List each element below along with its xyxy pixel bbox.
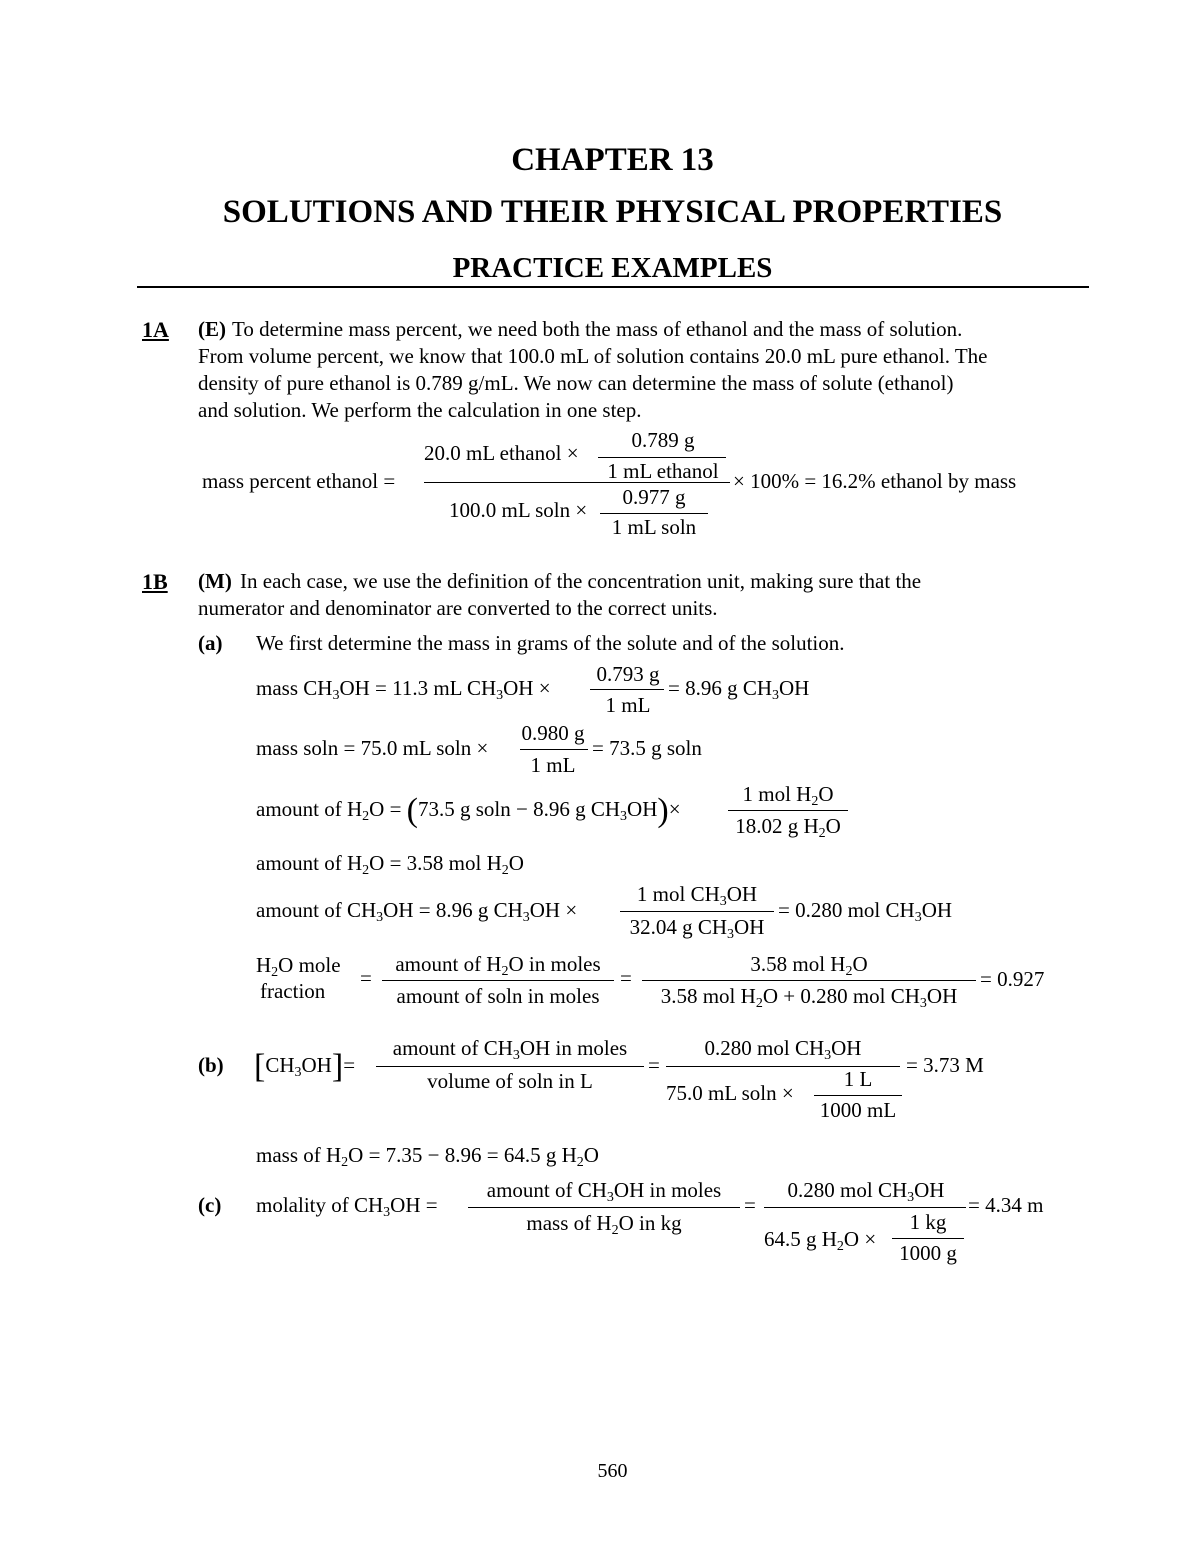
part-a-tag: (a) [198,631,223,655]
chapter-heading: CHAPTER 13 [511,142,714,178]
part-c-tag: (c) [198,1193,222,1217]
difficulty-tag-1a: (E) [198,317,226,341]
equation-amount-h2o-2: amount of $H_2O = 3.58$ mol $H_2O$ [256,851,524,878]
paragraph-1b-line-1: In each case, we use the definition of the concentration unit, making sure that the [240,569,922,593]
document-page: CHAPTER 13 SOLUTIONS AND THEIR PHYSICAL PROPERTIES PRACTICE EXAMPLES 1A (E) To determine mass percent, we need both the mass of ethanol and the mass of solution. From volume percent, we know that 100.0 mL of solution contains 20.0 mL pure ethanol. The density of pure ethanol is 0.789 g/mL. We now can determine the mass of solute (ethanol) and solution. We perform the calculation in one step. mass percent ethanol = 20.0 mL ethanol × 0.789 g 1 mL ethanol 100.0 mL soln × 0.977 g 1 mL soln × 100% = 16.2% ethanol by mass 1B (M) In each case, we use the definition of the concentration unit, making sure that the numerator and denominator are converted to the correct units. (a) We first determine the mass in grams of the solute and of the solution. mass $CH_3OH = 11.3$ mL $CH_3OH$ × 0.793 g 1 mL = 8.96 g $CH_3OH$ mass soln = 75.0 mL soln × 0.980 g 1 mL = 73.5 g soln amount of $H_2O = (73.5$ g soln − 8.96 g $CH_3OH)\times$ 1 mol $H_2O$ 18.02 g $H_2O$ amount of $H_2O = 3.58$ mol $H_2O$ amount of $CH_3OH = 8.96$ g $CH_3OH$ × 1 mol $CH_3OH$ 32.04 g $CH_3OH$ = 0.280 mol $CH_3OH$ $H_2O$ mole fraction = amount of $H_2O$ in moles amount of soln in moles = 3.58 mol $H_2O$ 3.58 mol $H_2O + 0.280$ mol $CH_3OH$ = 0.927 (b) $[CH_3OH]=$ amount of $CH_3OH$ in moles volume of soln in L = 0.280 mol $CH_3OH$ 75.0 mL soln × 1 L 1000 mL = 3.73 M mass of $H_2O = 7.35 - 8.96 = 64.5$ g $H_2O$ (c) molality of $CH_3OH$ = amount of $CH_3OH$ in moles mass of $H_2O$ in kg = 0.280 mol $CH_3OH$ 64.5 g $H_2O$ × 1 kg 1000 g = 4.34 m 560 [0,0,1200,1553]
difficulty-tag-1b: (M) [198,569,232,593]
paragraph-1a-line-4: and solution. We perform the calculation in one step. [198,398,642,422]
paragraph-1a-line-3: density of pure ethanol is 0.789 g/mL. We now can determine the mass of solute (ethanol) [198,371,954,395]
paragraph-1b-line-2: numerator and denominator are converted to the correct units. [198,596,718,620]
problem-label-1a: 1A [142,317,169,342]
part-a-intro: We first determine the mass in grams of the solute and of the solution. [256,631,845,655]
part-b-tag: (b) [198,1053,224,1077]
equation-mass-h2o: mass of $H_2O = 7.35 - 8.96 = 64.5$ g $H_2O$ [256,1143,599,1170]
problem-label-1b: 1B [142,569,168,594]
chapter-title: SOLUTIONS AND THEIR PHYSICAL PROPERTIES [222,194,1003,230]
paragraph-1a-line-2: From volume percent, we know that 100.0 mL of solution contains 20.0 mL pure ethanol. The [198,344,988,368]
heading-divider [137,286,1089,288]
section-heading: PRACTICE EXAMPLES [452,252,773,284]
page-number: 560 [597,1460,628,1482]
paragraph-1a-line-1: To determine mass percent, we need both the mass of ethanol and the mass of solution. [232,317,963,341]
